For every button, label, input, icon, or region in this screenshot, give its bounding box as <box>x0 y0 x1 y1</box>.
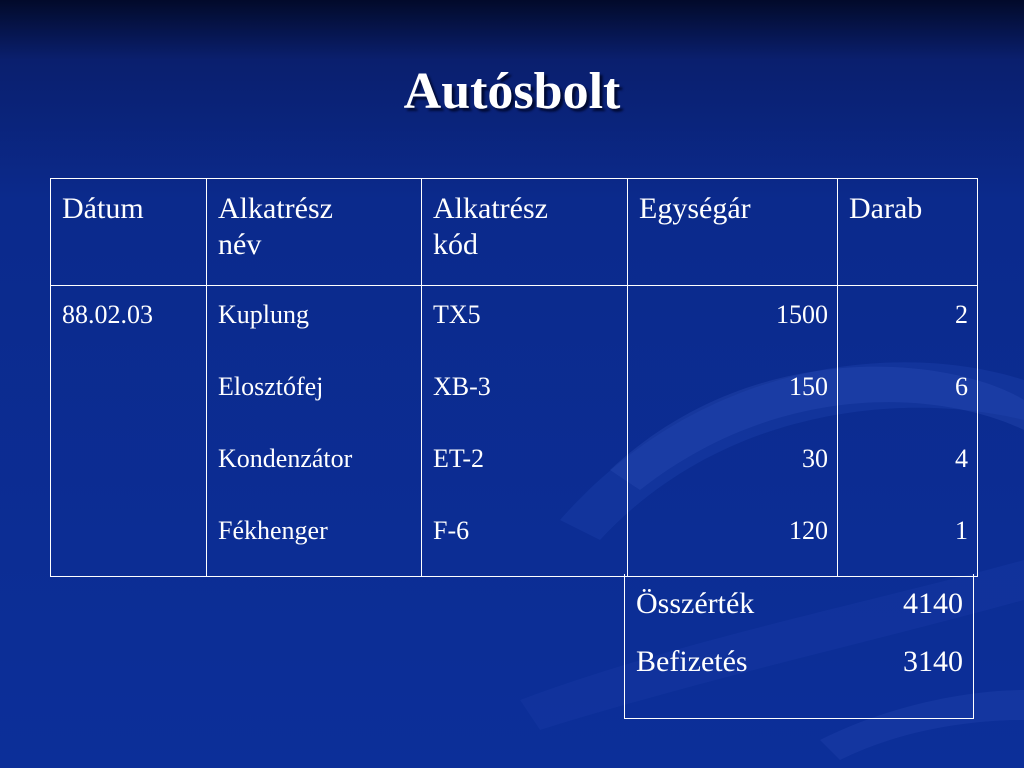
date-cell <box>51 286 207 577</box>
part-code: F-6 <box>433 516 470 545</box>
table-header-row <box>51 179 978 286</box>
unit-price: 120 <box>789 516 828 545</box>
header-cell-alkatresz-nev <box>207 179 422 286</box>
unit-price: 30 <box>802 444 828 473</box>
unit-price: 150 <box>789 372 828 401</box>
header-text: kód <box>433 228 478 261</box>
quantity: 6 <box>955 372 968 401</box>
page-title: Autósbolt <box>403 63 621 120</box>
header-cell-egysegar <box>628 179 838 286</box>
part-code: XB-3 <box>433 372 491 401</box>
total-label: Összérték <box>636 587 755 620</box>
quantity-cell <box>838 286 978 577</box>
date-value: 88.02.03 <box>62 300 153 329</box>
header-cell-datum <box>51 179 207 286</box>
quantity: 4 <box>955 444 968 473</box>
unit-price-cell <box>628 286 838 577</box>
total-value: 4140 <box>903 587 963 620</box>
summary-row-paid <box>636 644 963 702</box>
unit-price: 1500 <box>776 300 828 329</box>
part-name: Kondenzátor <box>218 444 353 473</box>
part-code: TX5 <box>433 300 481 329</box>
summary-row-total <box>636 586 963 644</box>
summary-box <box>624 574 974 719</box>
part-name: Fékhenger <box>218 516 328 545</box>
paid-value: 3140 <box>903 645 963 678</box>
header-text: Dátum <box>62 192 144 225</box>
header-text: Egységár <box>639 192 751 225</box>
paid-label: Befizetés <box>636 645 748 678</box>
header-text: Alkatrész <box>433 192 548 225</box>
part-code-cell <box>422 286 628 577</box>
parts-table <box>50 178 978 577</box>
part-name: Kuplung <box>218 300 309 329</box>
header-cell-alkatresz-kod <box>422 179 628 286</box>
part-name: Elosztófej <box>218 372 324 401</box>
part-code: ET-2 <box>433 444 485 473</box>
header-cell-darab <box>838 179 978 286</box>
table-body-row <box>51 286 978 577</box>
quantity: 2 <box>955 300 968 329</box>
quantity: 1 <box>955 516 968 545</box>
header-text: Darab <box>849 192 923 225</box>
header-text: Alkatrész <box>218 192 333 225</box>
part-name-cell <box>207 286 422 577</box>
header-text: név <box>218 228 262 261</box>
